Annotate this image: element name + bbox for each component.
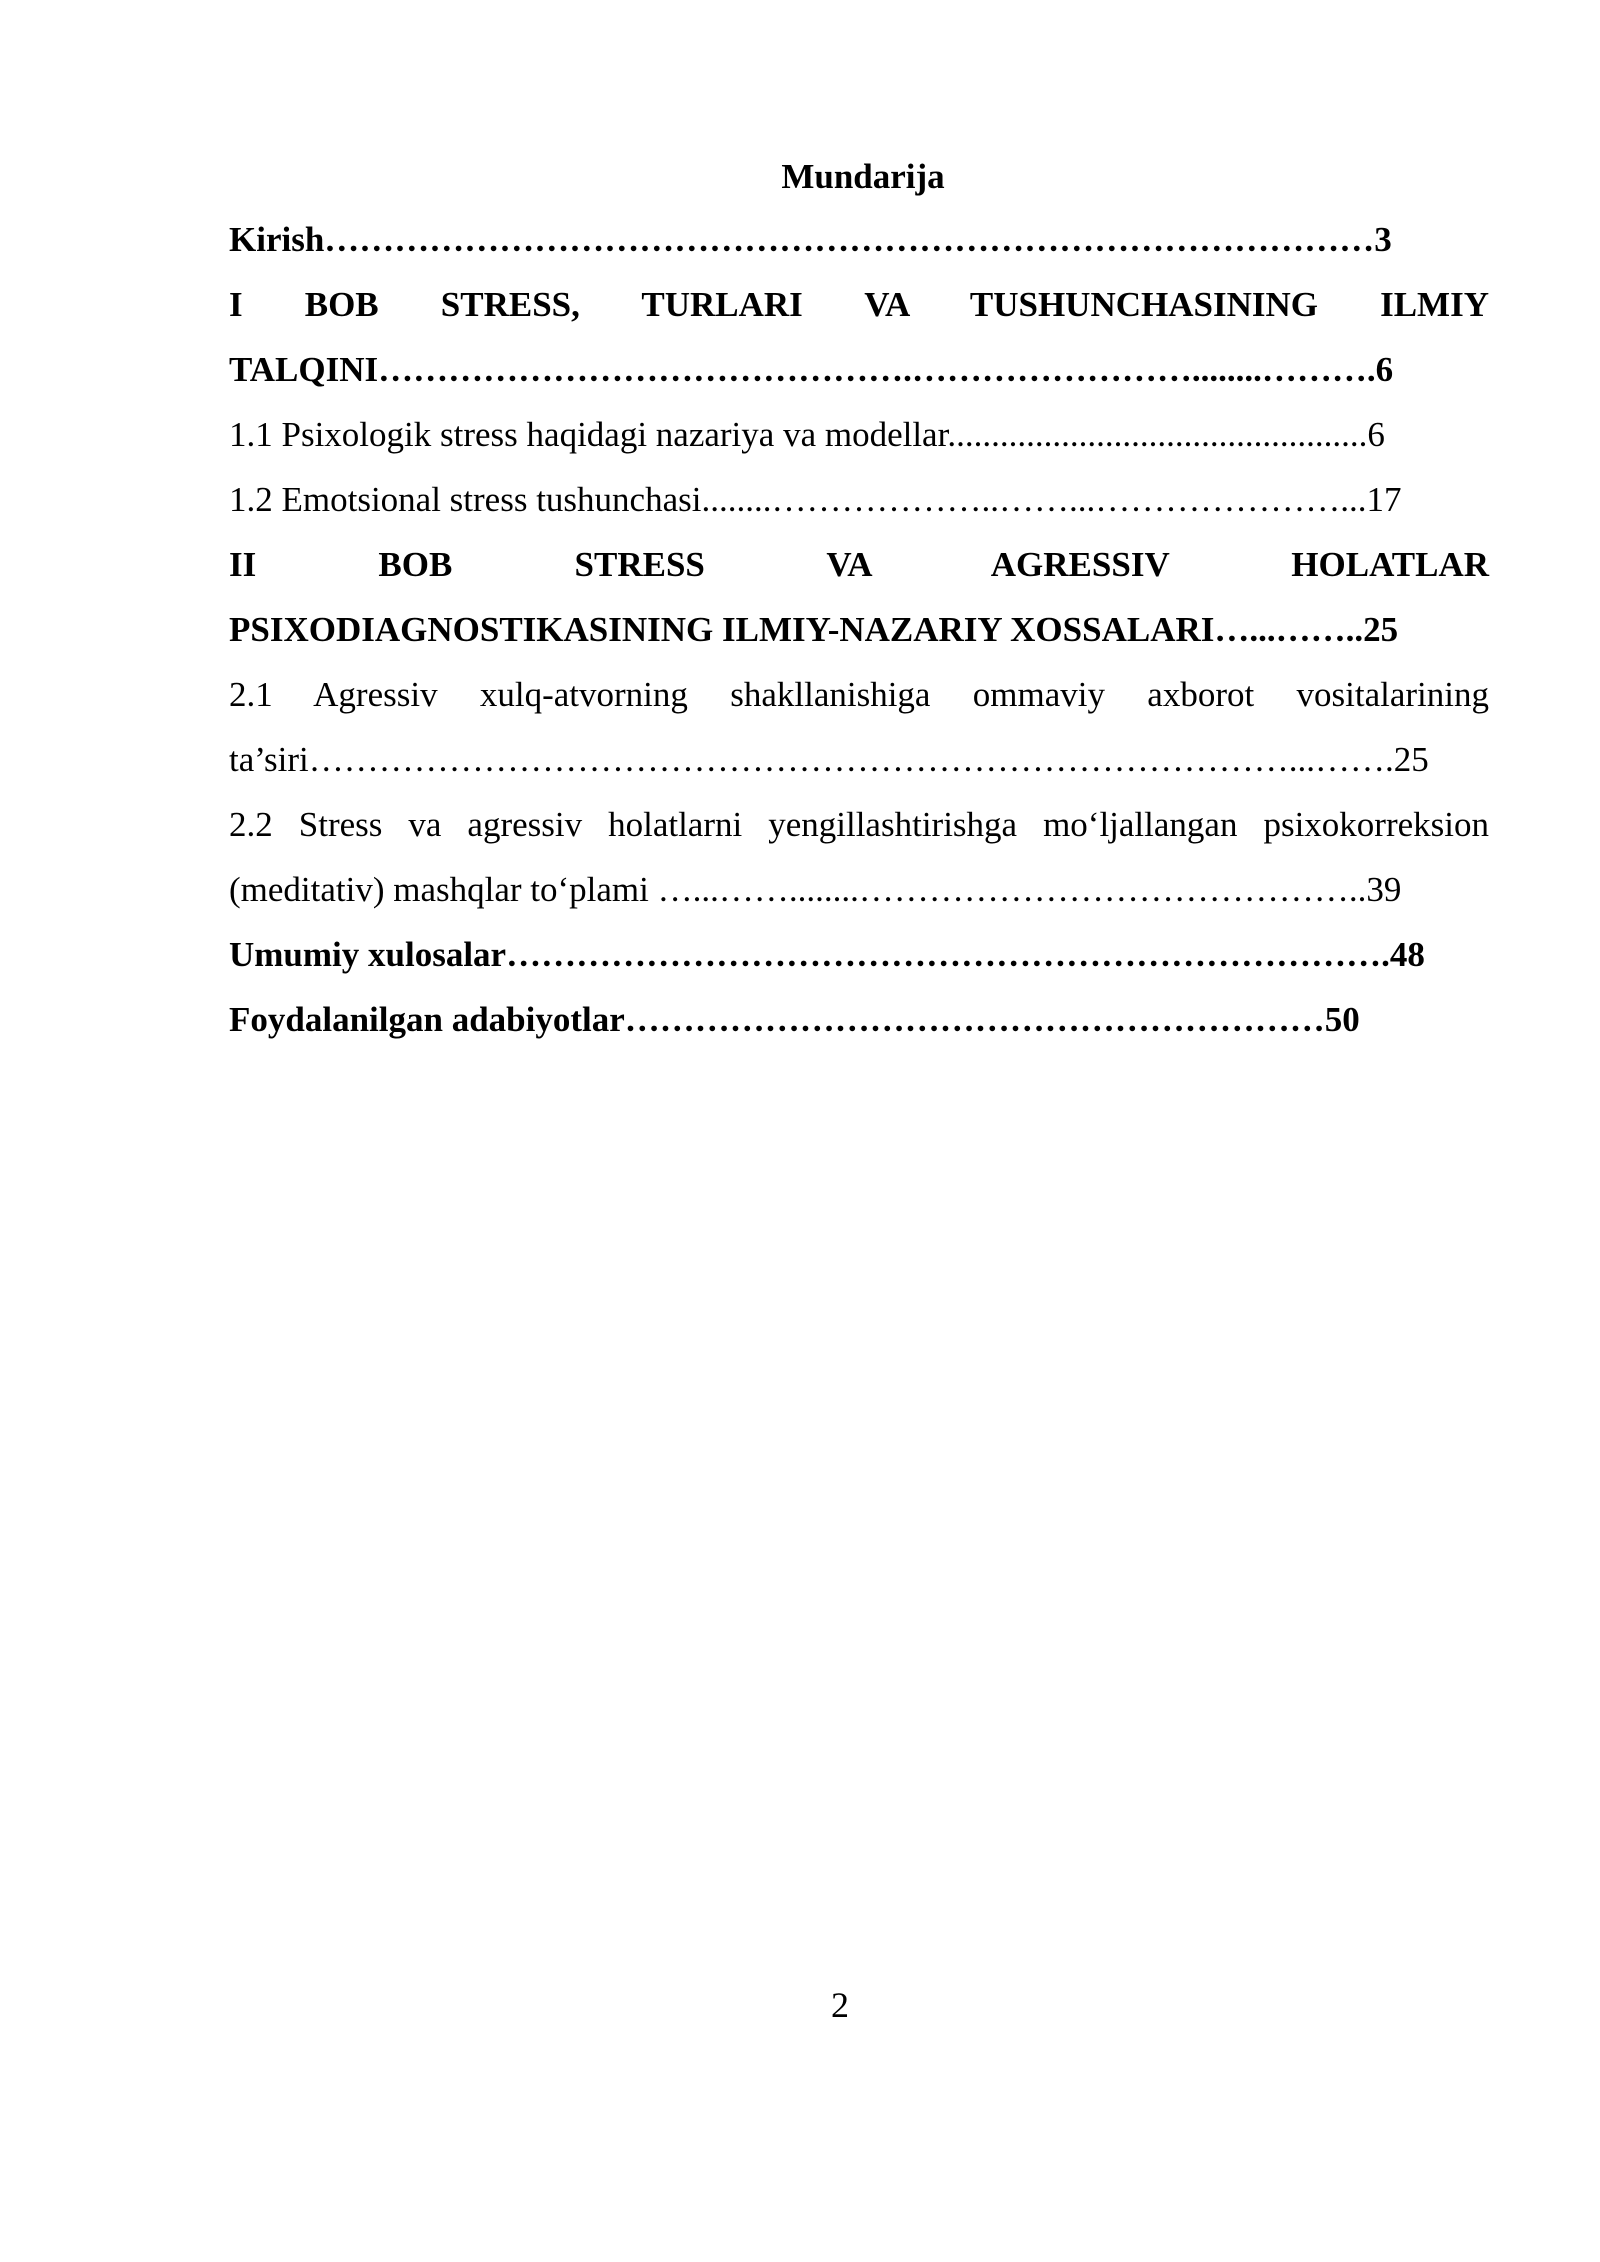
toc-entry-section-2-2: 2.2 Stress va agressiv holatlarni yengillashtirishga mo‘ljallangan psixokorreksion <box>229 805 1489 844</box>
toc-entry-section-1-1: 1.1 Psixologik stress haqidagi nazariya va modellar................................................6 <box>229 415 1385 454</box>
toc-entry-section-1-2: 1.2 Emotsional stress tushunchasi........………………..……...…………………...17 <box>229 480 1402 519</box>
toc-entry-section-2-1-cont: ta’siri…………………………………………………………………………...…….25 <box>229 740 1429 779</box>
toc-entry-kirish: Kirish………………………………………………………………………………3 <box>229 220 1392 259</box>
toc-entry-chapter-2-title-cont: PSIXODIAGNOSTIKASINING ILMIY-NAZARIY XOSSALARI…...……..25 <box>229 610 1399 649</box>
toc-entry-section-2-1: 2.1 Agressiv xulq-atvorning shakllanishiga ommaviy axborot vositalarining <box>229 675 1489 714</box>
toc-entry-chapter-1-title-cont: TALQINI……………………………………….……………………........……….6 <box>229 350 1394 389</box>
toc-title: Mundarija <box>781 157 945 196</box>
table-of-contents <box>229 147 1489 1052</box>
toc-entry-references: Foydalanilgan adabiyotlar……………………………………………………50 <box>229 1000 1360 1039</box>
toc-entry-chapter-2-title: II BOB STRESS VA AGRESSIV HOLATLAR <box>229 545 1489 584</box>
toc-entry-chapter-1-title: I BOB STRESS, TURLARI VA TUSHUNCHASINING ILMIY <box>229 285 1489 324</box>
toc-entry-section-2-2-cont: (meditativ) mashqlar to‘plami …...……........……………………………………..39 <box>229 870 1402 909</box>
toc-entry-conclusions: Umumiy xulosalar………………………………………………………………….48 <box>229 935 1425 974</box>
page-number: 2 <box>831 1985 849 2025</box>
